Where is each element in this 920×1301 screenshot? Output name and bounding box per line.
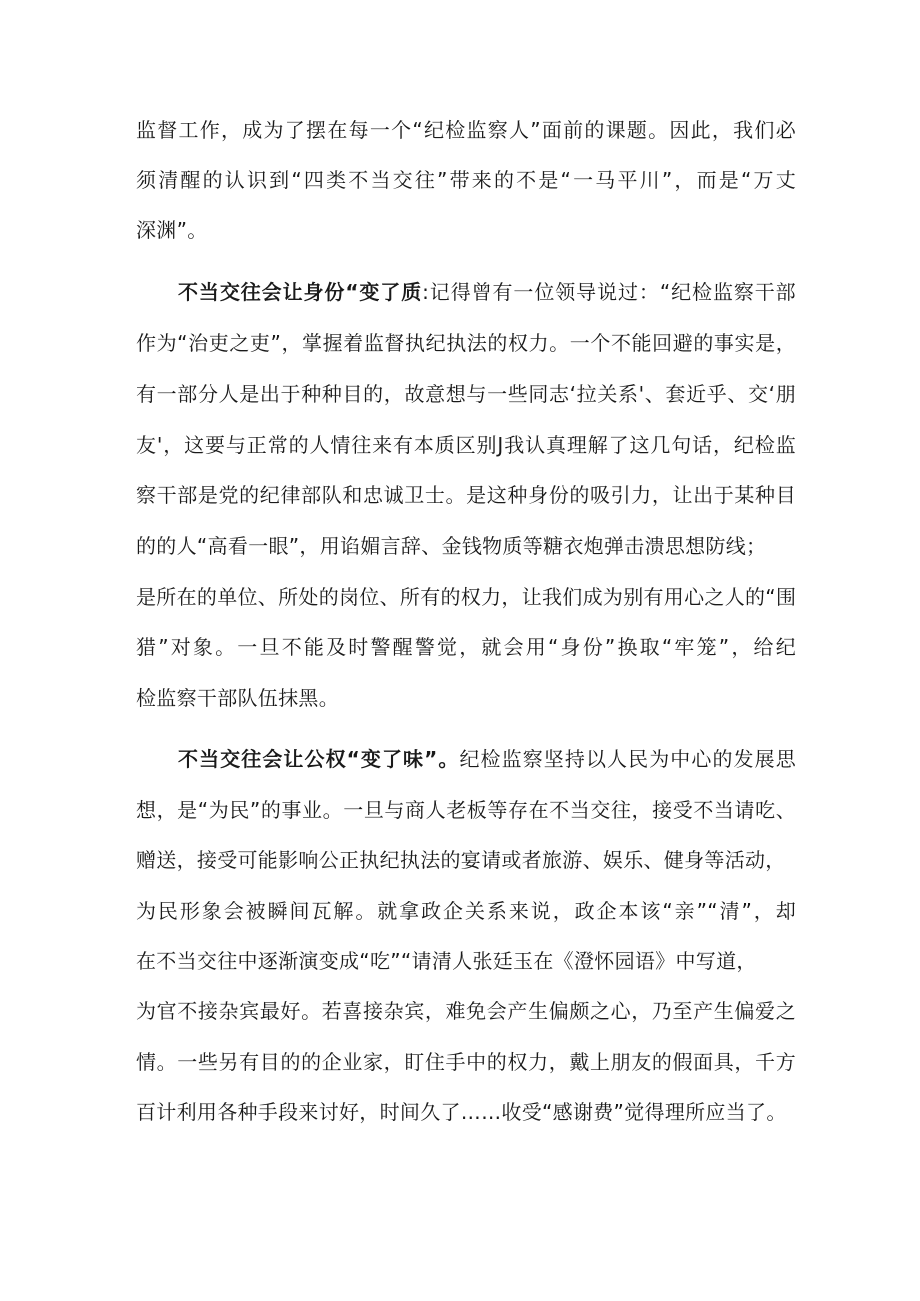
paragraph-3-line-1: [178, 745, 796, 773]
paragraph-3-line-6: 为官不接杂宾最好。若喜接杂宾，难免会产生偏颇之心，乃至产生偏爱之: [136, 999, 796, 1023]
paragraph-3-line-3: 赠送，接受可能影响公正执纪执法的宴请或者旅游、娱乐、健身等活动，: [136, 848, 786, 872]
paragraph-3-line-1-text: 纪检监察坚持以人民为中心的发展思: [459, 747, 796, 771]
paragraph-2-line-4: 友'，这要与正常的人情往来有本质区别J我认真理解了这几句话，纪检监: [136, 433, 796, 457]
paragraph-1-line-3: 深渊”。: [136, 218, 208, 242]
paragraph-3-line-2: 想，是“为民”的事业。一旦与商人老板等存在不当交往，接受不当请吃、: [136, 798, 796, 822]
paragraph-2-line-3: 有一部分人是出于种种目的，故意想与一些同志‘拉关系'、套近乎、交‘朋: [136, 382, 796, 406]
paragraph-2-line-1-text: :记得曾有一位领导说过：“纪检监察干部: [422, 280, 796, 304]
paragraph-1-line-1: 监督工作，成为了摆在每一个“纪检监察人”面前的课题。因此，我们必: [136, 118, 796, 142]
paragraph-2-line-1: [178, 278, 796, 306]
paragraph-3-line-5: 在不当交往中逐渐演变成“吃”“请清人张廷玉在《澄怀园语》中写道，: [136, 949, 757, 973]
paragraph-2-line-8: 猎”对象。一旦不能及时警醒警觉，就会用“身份”换取“牢笼”，给纪: [136, 635, 796, 659]
paragraph-3-heading: 不当交往会让公权“变了味”。: [178, 747, 460, 771]
paragraph-2-line-5: 察干部是党的纪律部队和忠诚卫士。是这种身份的吸引力，让出于某种目: [136, 483, 796, 507]
paragraph-2-heading: 不当交往会让身份“变了质: [178, 280, 423, 304]
paragraph-2-line-9: 检监察干部队伍抹黑。: [136, 686, 339, 710]
paragraph-2-line-6: 的的人“高看一眼”，用谄媚言辞、金钱物质等糖衣炮弹击溃思想防线；: [136, 534, 767, 558]
paragraph-3-line-4: 为民形象会被瞬间瓦解。就拿政企关系来说，政企本该“亲”“清”，却: [136, 899, 796, 923]
paragraph-1-line-2: 须清醒的认识到“四类不当交往”带来的不是“一马平川”，而是“万丈: [136, 168, 796, 192]
paragraph-2-line-7: 是所在的单位、所处的岗位、所有的权力，让我们成为别有用心之人的“围: [136, 585, 797, 609]
paragraph-3-line-8: 百计利用各种手段来讨好，时间久了……收受“感谢费”觉得理所应当了。: [136, 1100, 787, 1124]
paragraph-2-line-2: 作为“治吏之吏”，掌握着监督执纪执法的权力。一个不能回避的事实是，: [136, 331, 796, 355]
paragraph-3-line-7: 情。一些另有目的的企业家，盯住手中的权力，戴上朋友的假面具，千方: [136, 1050, 796, 1074]
